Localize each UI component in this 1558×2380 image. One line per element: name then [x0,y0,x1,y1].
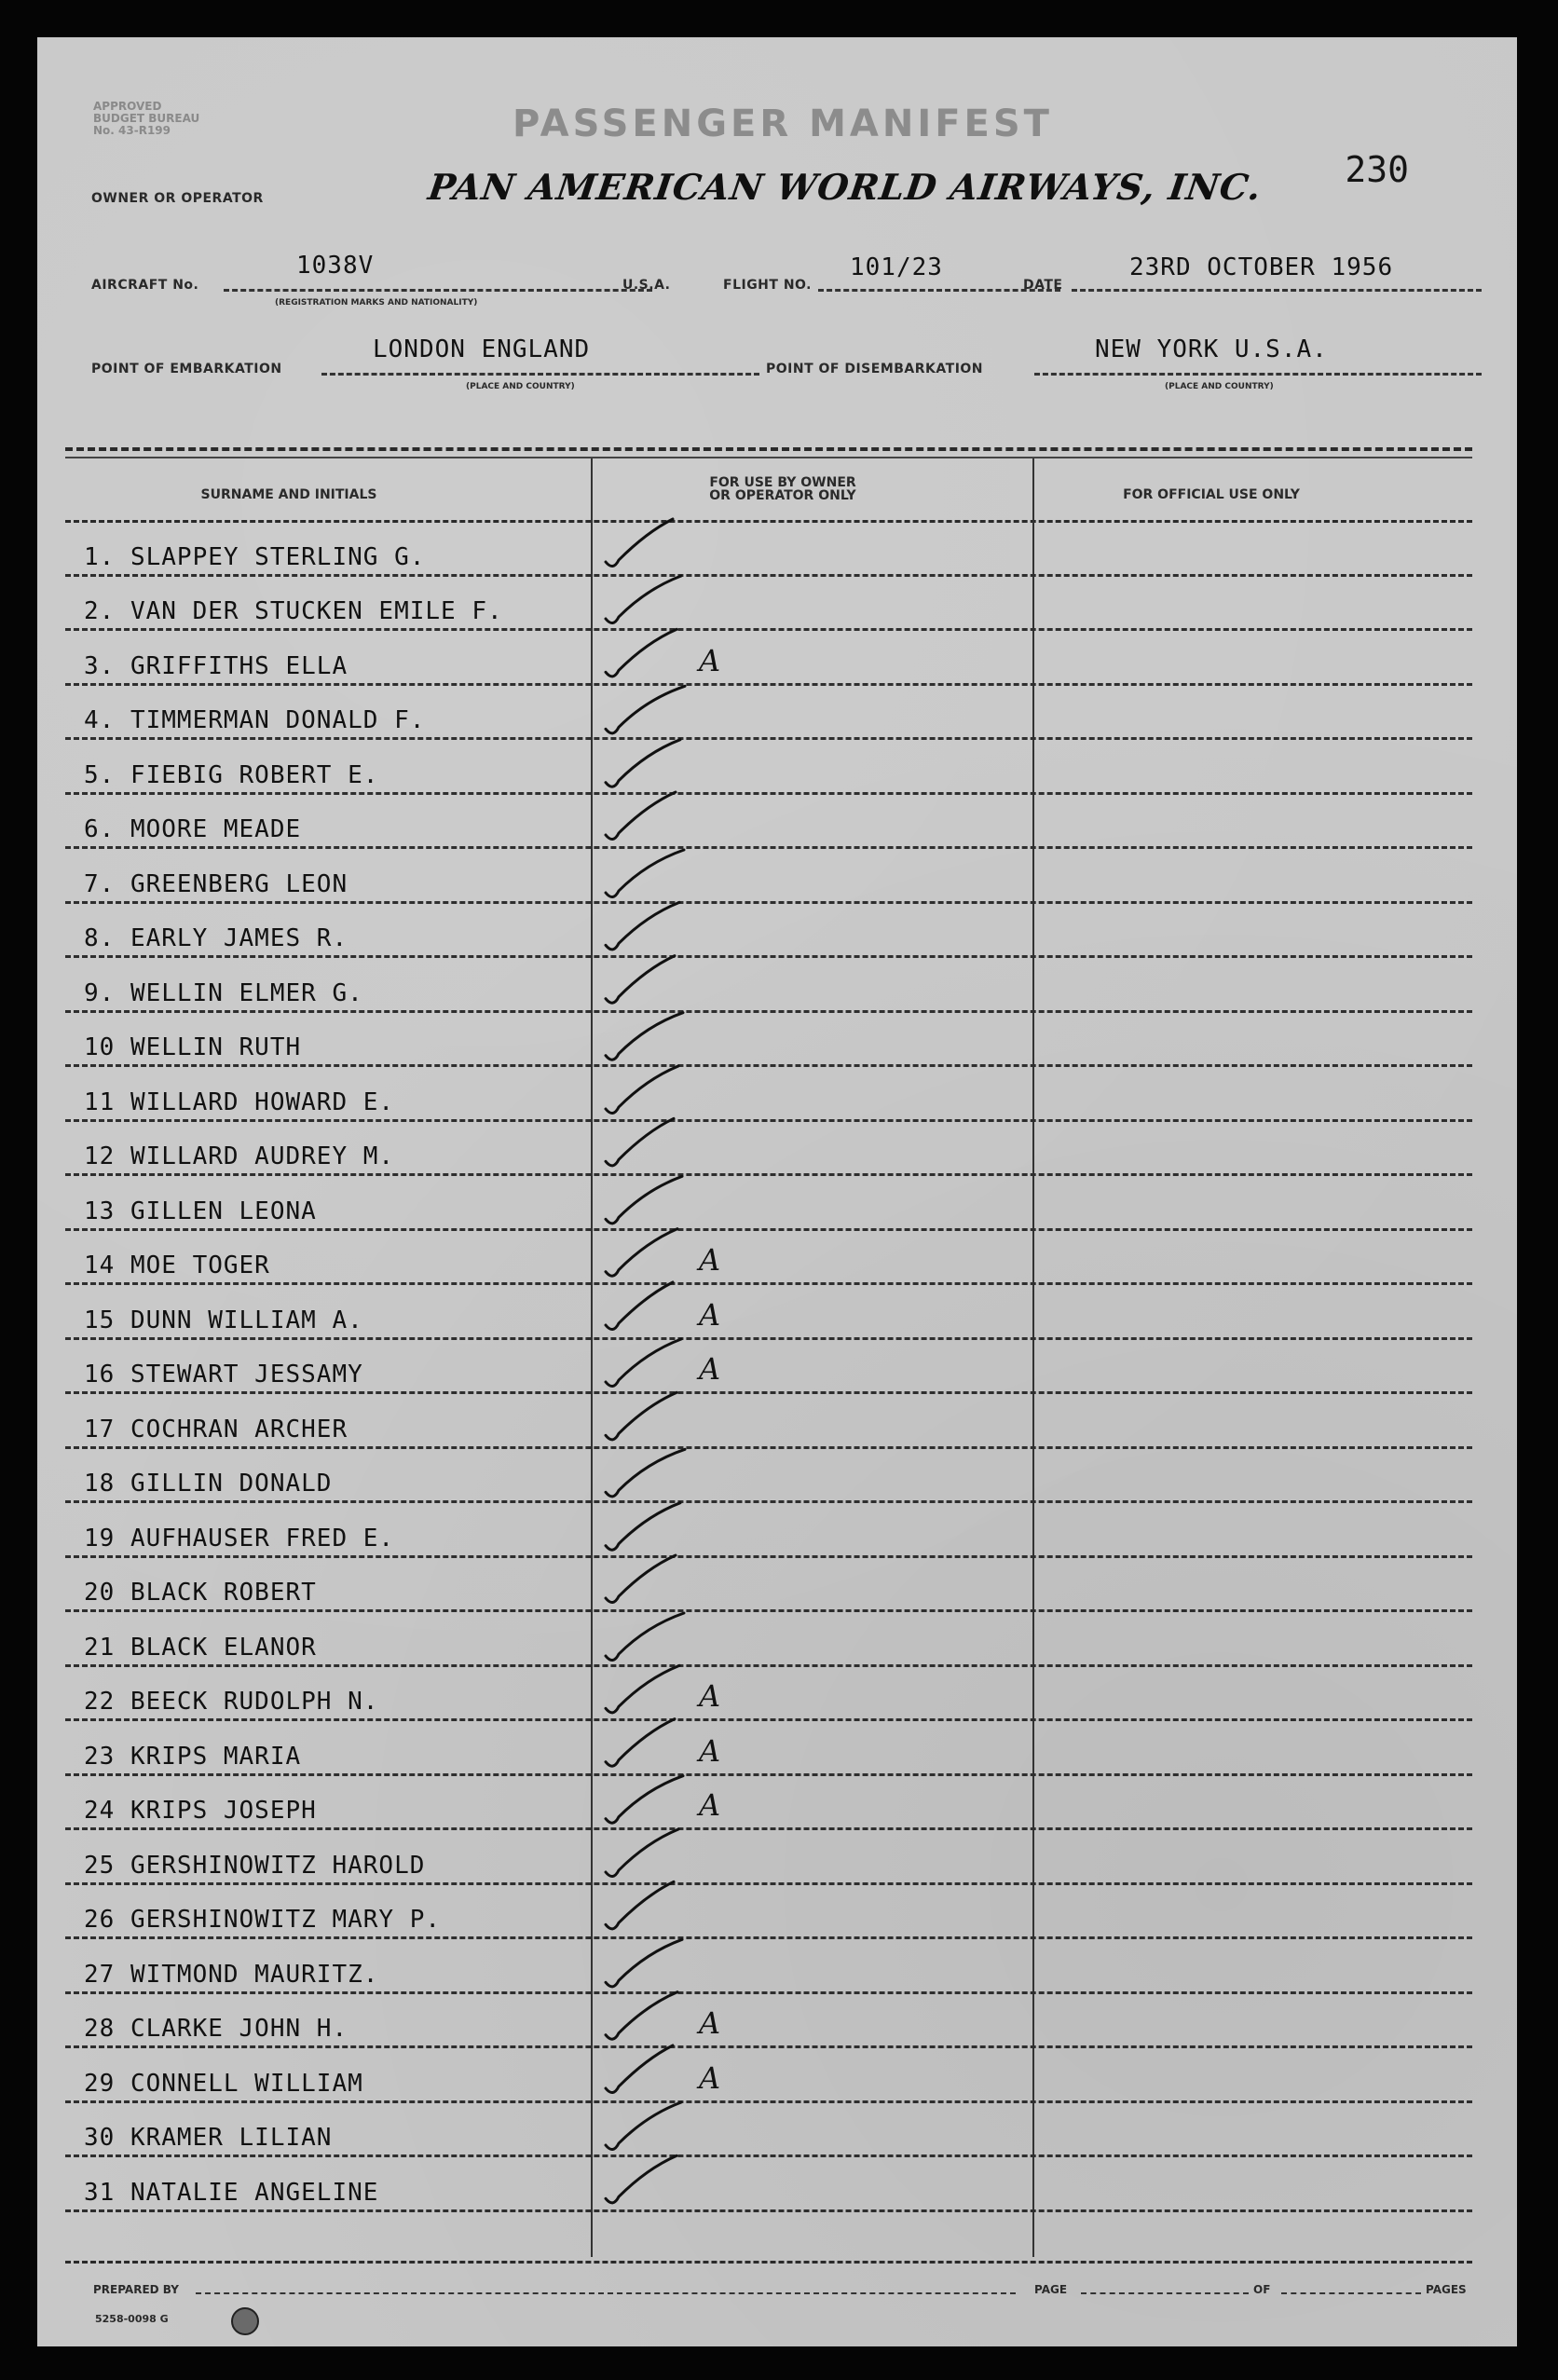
aircraft-value: 1038V [296,252,375,280]
approval-stamp-line: APPROVED [93,100,162,113]
passenger-annotation: A [699,1787,721,1823]
owner-label: OWNER OR OPERATOR [91,191,264,206]
of-line [1281,2292,1421,2294]
table-bottom-rule [65,2261,1472,2264]
aircraft-sublabel: (REGISTRATION MARKS AND NATIONALITY) [275,298,478,308]
passenger-row [65,958,1472,1013]
page-label: PAGE [1034,2283,1068,2296]
passenger-name: 18 GILLIN DONALD [84,1470,333,1498]
owner-value: PAN AMERICAN WORLD AIRWAYS, INC. [425,166,1265,208]
passenger-name: 23 KRIPS MARIA [84,1742,302,1771]
passenger-annotation: A [699,1678,721,1714]
passenger-row [65,1340,1472,1395]
passenger-row [65,1558,1472,1613]
passenger-name: 16 STEWART JESSAMY [84,1361,363,1388]
passenger-name: 14 MOE TOGER [84,1252,270,1279]
approval-stamp-line: No. 43-R199 [93,124,171,137]
embarkation-line [321,373,759,376]
passenger-row [65,1667,1472,1722]
passenger-name: 25 GERSHINOWITZ HAROLD [84,1851,426,1880]
aircraft-line [224,289,652,292]
passenger-name: 3. GRIFFITHS ELLA [84,651,348,680]
passenger-name: 26 GERSHINOWITZ MARY P. [84,1906,442,1934]
table-top-rule-2 [65,457,1472,458]
passenger-name: 19 AUFHAUSER FRED E. [84,1524,395,1552]
passenger-annotation: A [699,642,721,678]
manifest-sheet [37,37,1517,2346]
disembarkation-line [1034,373,1482,376]
aircraft-label: AIRCRAFT No. [91,278,199,293]
page-line [1081,2292,1249,2294]
prepared-by-label: PREPARED BY [93,2283,179,2296]
date-value: 23RD OCTOBER 1956 [1129,253,1394,281]
embarkation-sublabel: (PLACE AND COUNTRY) [466,382,575,391]
passenger-row [65,2103,1472,2158]
flight-label: FLIGHT NO. [723,278,812,293]
passenger-annotation: A [699,1296,721,1333]
passenger-row [65,2048,1472,2103]
passenger-name: 1. SLAPPEY STERLING G. [84,542,426,571]
passenger-row [65,849,1472,904]
passenger-name: 17 COCHRAN ARCHER [84,1415,348,1443]
form-title: PASSENGER MANIFEST [512,103,1053,145]
passenger-row [65,2157,1472,2212]
passenger-annotation: A [699,1351,721,1387]
sheet-number: 230 [1345,149,1409,190]
table-top-rule [65,447,1472,451]
passenger-name: 7. GREENBERG LEON [84,869,348,898]
passenger-row [65,1939,1472,1994]
pages-label: PAGES [1426,2283,1467,2296]
embarkation-value: LONDON ENGLAND [373,335,591,363]
passenger-name: 11 WILLARD HOWARD E. [84,1087,395,1116]
passenger-annotation: A [699,2059,721,2096]
date-label: DATE [1023,278,1063,293]
passenger-row [65,1612,1472,1667]
passenger-row [65,904,1472,959]
approval-stamp [93,101,298,137]
passenger-row [65,577,1472,632]
checkmark-icon [596,2151,755,2216]
nationality: U.S.A. [622,278,671,293]
approval-stamp-line: BUDGET BUREAU [93,112,200,125]
passenger-row [65,1503,1472,1558]
passenger-name: 9. WELLIN ELMER G. [84,978,363,1007]
disembarkation-value: NEW YORK U.S.A. [1095,335,1328,363]
passenger-annotation: A [699,1732,721,1769]
passenger-name: 24 KRIPS JOSEPH [84,1797,317,1825]
form-code: 5258-0098 G [95,2313,169,2325]
passenger-annotation: A [699,1242,721,1278]
column-header-official: FOR OFFICIAL USE ONLY [1123,487,1300,502]
passenger-row [65,522,1472,577]
passenger-row [65,1776,1472,1831]
of-label: OF [1253,2283,1271,2296]
passenger-name: 5. FIEBIG ROBERT E. [84,760,379,789]
passenger-name: 30 KRAMER LILIAN [84,2124,333,2152]
passenger-row [65,1176,1472,1231]
passenger-row [65,1721,1472,1776]
column-header-owner-1: FOR USE BY OWNER [709,475,856,490]
passenger-name: 12 WILLARD AUDREY M. [84,1142,395,1170]
passenger-row [65,1122,1472,1177]
passenger-row [65,1830,1472,1885]
passenger-name: 13 GILLEN LEONA [84,1197,317,1225]
passenger-name: 21 BLACK ELANOR [84,1633,317,1662]
passenger-row [65,1013,1472,1068]
passenger-list [37,522,1517,2255]
flight-value: 101/23 [850,253,943,281]
row-rule [65,2209,1472,2212]
passenger-row [65,1067,1472,1122]
passenger-name: 31 NATALIE ANGELINE [84,2178,379,2207]
passenger-row [65,795,1472,850]
passenger-annotation: A [699,2005,721,2041]
passenger-name: 27 WITMOND MAURITZ. [84,1960,379,1989]
column-header-names: SURNAME AND INITIALS [200,487,377,502]
passenger-name: 8. EARLY JAMES R. [84,924,348,952]
passenger-row [65,631,1472,686]
passenger-row [65,1231,1472,1286]
passenger-row [65,1994,1472,2049]
passenger-name: 2. VAN DER STUCKEN EMILE F. [84,597,503,625]
column-header-owner-2: OR OPERATOR ONLY [709,488,856,503]
passenger-row [65,1285,1472,1340]
passenger-row [65,1394,1472,1449]
embarkation-label: POINT OF EMBARKATION [91,362,282,376]
passenger-name: 10 WELLIN RUTH [84,1033,302,1061]
prepared-by-line [196,2292,1016,2294]
passenger-row [65,1885,1472,1940]
passenger-name: 28 CLARKE JOHN H. [84,2015,348,2043]
passenger-row [65,1449,1472,1504]
passenger-name: 29 CONNELL WILLIAM [84,2069,363,2098]
passenger-name: 20 BLACK ROBERT [84,1579,317,1607]
passenger-row [65,686,1472,741]
passenger-name: 15 DUNN WILLIAM A. [84,1306,363,1334]
disembarkation-sublabel: (PLACE AND COUNTRY) [1165,382,1274,391]
passenger-name: 4. TIMMERMAN DONALD F. [84,706,426,734]
disembarkation-label: POINT OF DISEMBARKATION [766,362,984,376]
date-line [1072,289,1482,292]
passenger-name: 6. MOORE MEADE [84,815,302,843]
union-seal-icon [231,2307,259,2335]
passenger-name: 22 BEECK RUDOLPH N. [84,1688,379,1716]
passenger-row [65,740,1472,795]
